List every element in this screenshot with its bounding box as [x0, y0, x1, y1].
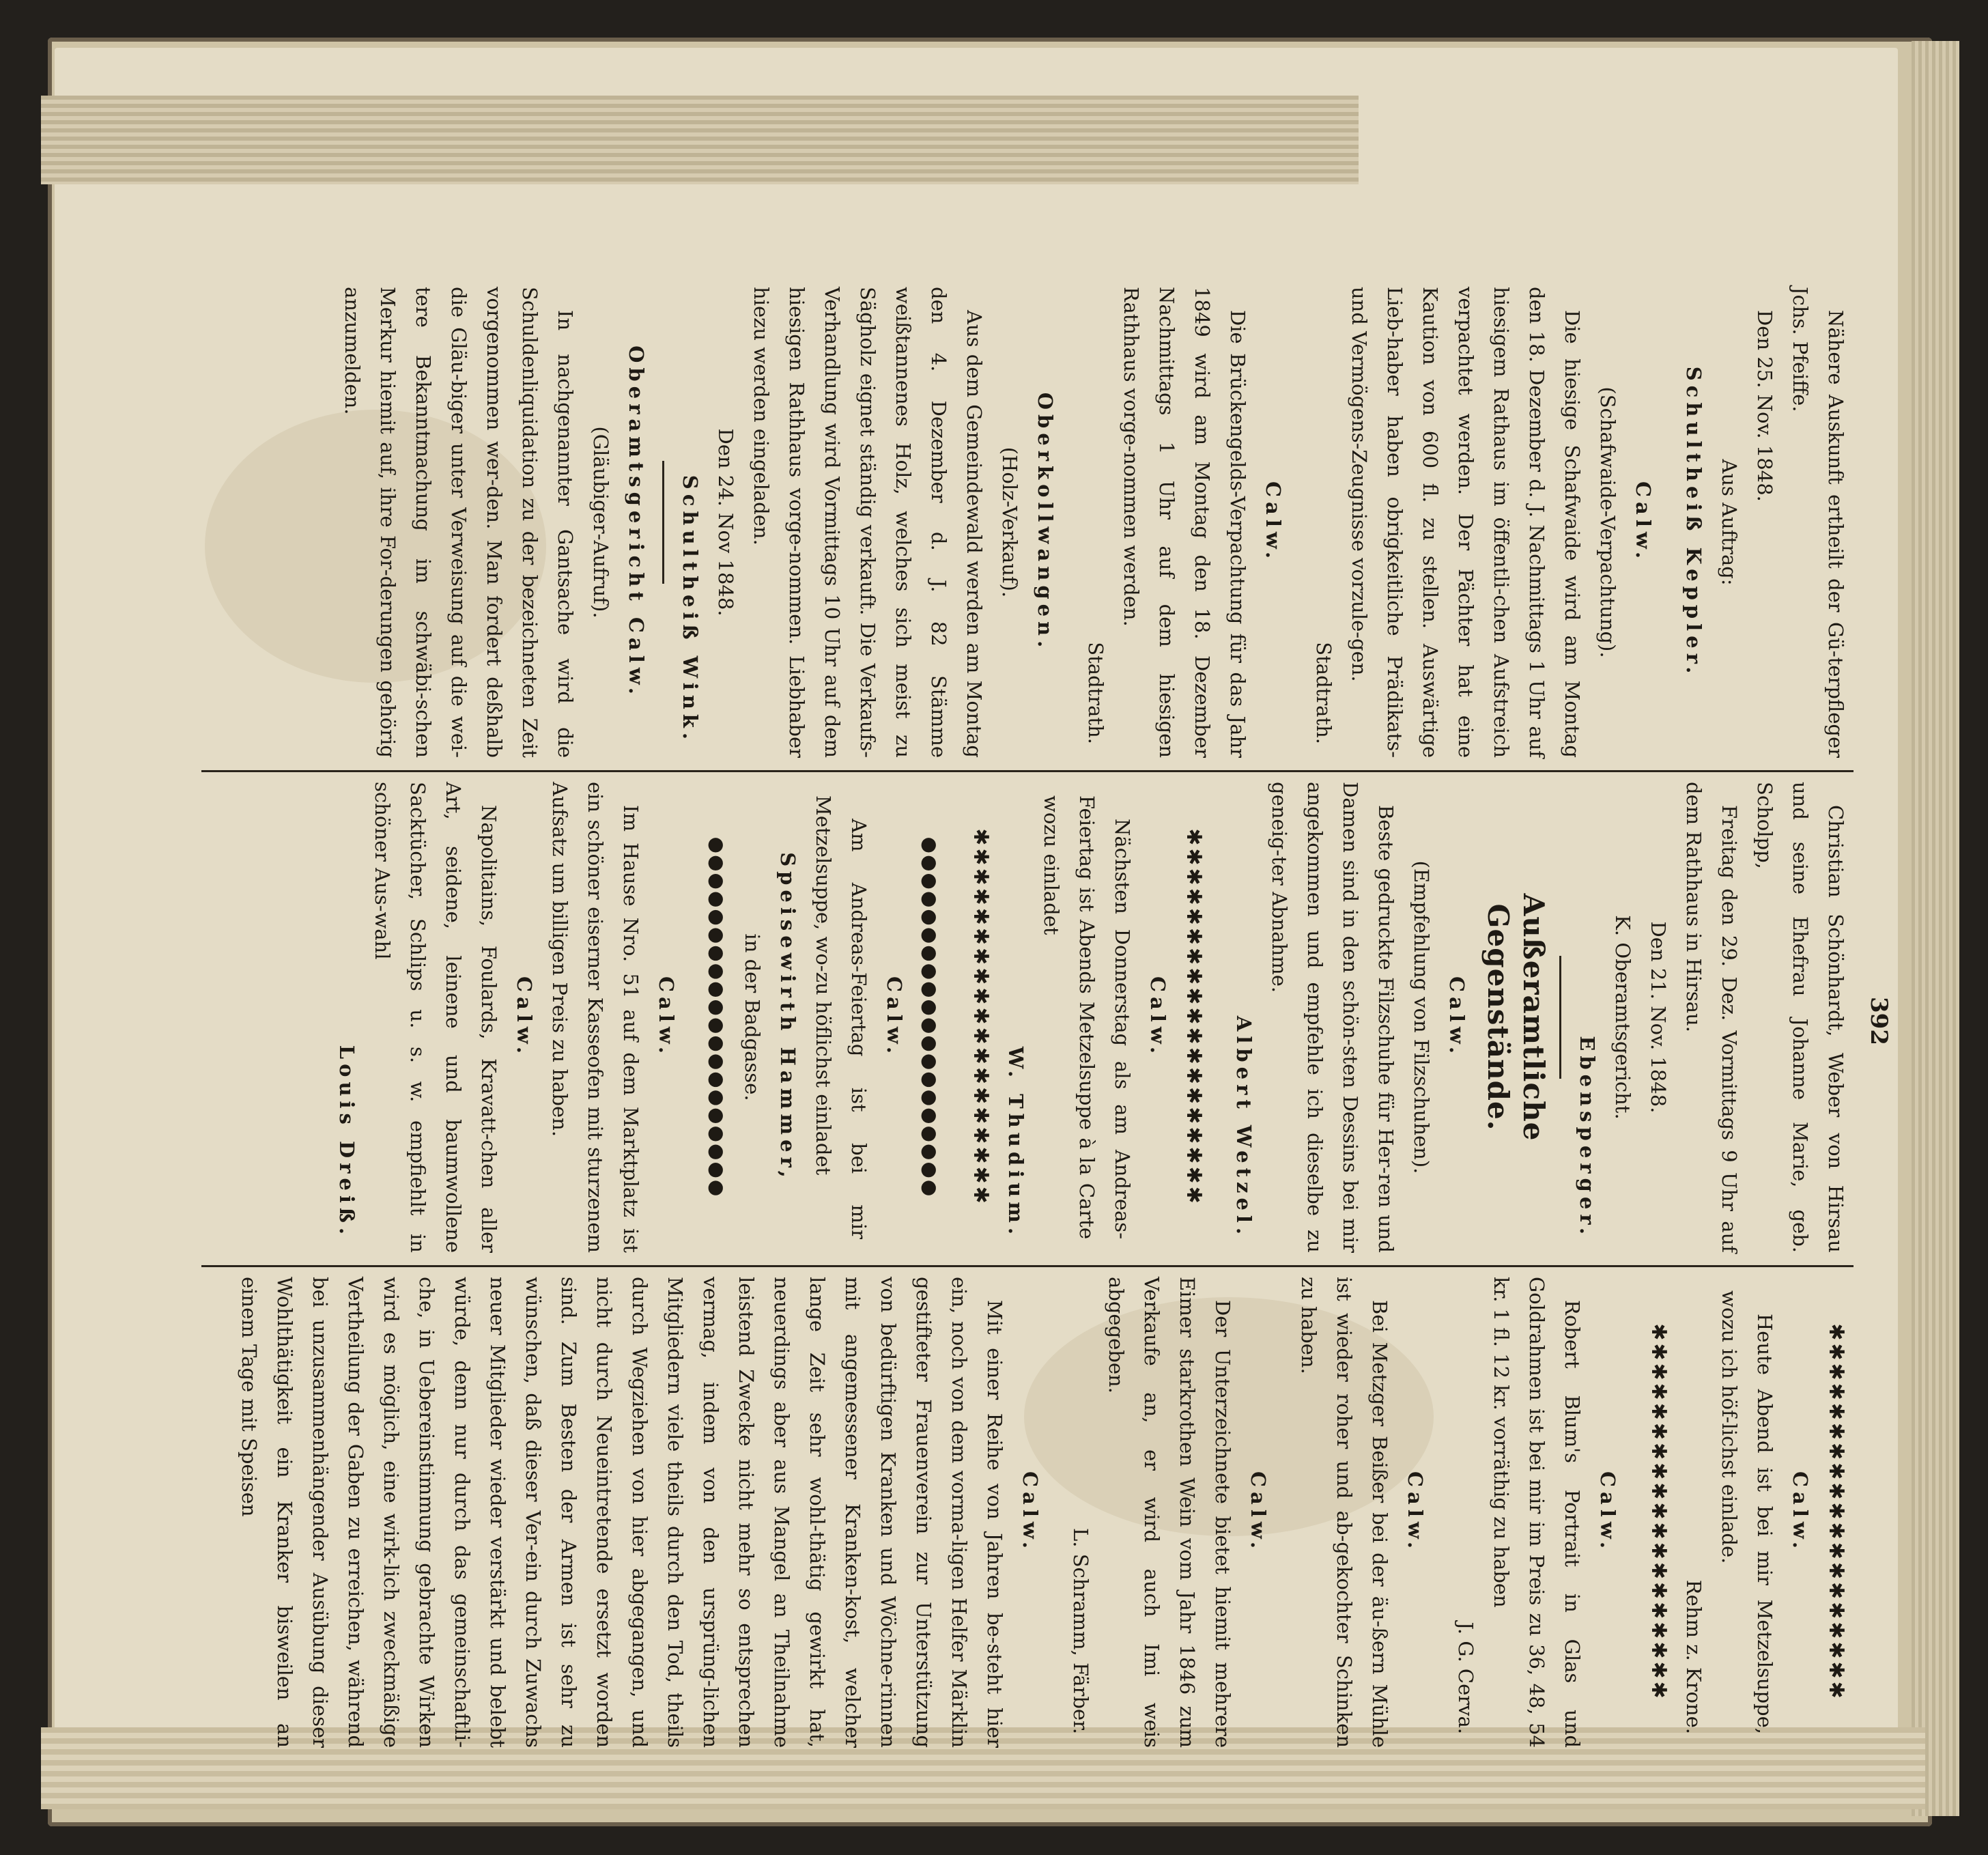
signature: in der Badgasse. [741, 933, 764, 1101]
place-heading: Calw. [883, 976, 906, 1059]
signature: L. Schramm, Färber. [1069, 1528, 1092, 1734]
notice-text: Aus dem Gemeindewald werden am Montag den 4. Dezember d. J. 82 Stämme weißtannenes Holz, welches sich meist zu Sägholz eignet ständig verkauft. Die Verkaufs-Verhandlung wird Vormittags 10 Uhr auf dem hiesigen Rathhaus vorge-nommen. Liebhaber hiezu werden eingeladen. [750, 287, 986, 758]
place-heading: Calw. [1404, 1471, 1427, 1554]
notice-text: Im Hause Nro. 51 auf dem Marktplatz ist ein schöner eiserner Kasseofen mit sturzenem Aufsatz um billigen Preis zu haben. [548, 782, 642, 1253]
section-heading: Außeramtliche Gegenstände. [1481, 893, 1550, 1142]
notice-text: Mit einer Reihe von Jahren be-steht hier ein, noch von dem vorma-ligen Helfer Märklin gestifteter Frauenverein zur Unterstützung von bedürftigen Kranken und Wöchne-rinnen mit angemessener Kranken-kost, welcher lange Zeit sehr wohl-thätig gewirkt hat, neuerdings aber aus Mangel an Theilnahme leistend Zwecke nicht mehr so entsprechen vermag, indem von den ursprüng-lichen Mitgliedern viele theils durch den Tod, theils durch Wegziehen von hier abgegangen, und nicht durch Neueintretende ersetzt worden sind. Zum Besten der Armen ist sehr zu wünschen, daß dieser Ver-ein durch Zuwachs neuer Mitglieder wieder verstärkt und belebt würde, denn nur durch das gemeinschaftli-che, in Uebereinstimmung gebrachte Wirken wird es möglich, eine wirk-lich zweckmäßige Vertheilung der Gaben zu erreichen, während bei unzusammenhängender Ausübung dieser Wohlthätigkeit ein Kranker bisweilen an einem Tage mit Speisen [238, 1277, 1006, 1748]
column-2 [329, 782, 1854, 1253]
divider [662, 461, 664, 584]
notice-text: Der Unterzeichnete bietet hiemit mehrere Eimer starkrothen Wein vom Jahr 1846 zum Verkaufe an, er wird auch Imi weis abgegeben. [1105, 1277, 1234, 1748]
text: Aus Auftrag: [1718, 459, 1741, 586]
dot-border: ●●●●●●●●●●●●●●●●●●●● [919, 836, 941, 1198]
signature: Stadtrath. [1312, 642, 1335, 744]
page-number: 392 [1865, 997, 1892, 1045]
section-heading: Oberamtsgericht Calw. [625, 345, 648, 699]
signature: Schultheiß Wink. [679, 475, 702, 744]
notice-text: Christian Schönhardt, Weber von Hirsau und seine Ehefrau Johanne Marie, geb. Scholpp, [1753, 782, 1847, 1253]
column-rule [201, 1265, 1854, 1267]
place-heading: Calw. [1019, 1471, 1042, 1554]
subheading: (Gläubiger-Aufruf). [589, 426, 612, 619]
notice-text: Die Brückengelds-Verpachtung für das Jahr 1849 wird am Montag den 18. Dezember Nachmittags 1 Uhr auf dem hiesigen Rathhaus vorge-nommen werden. [1120, 287, 1249, 758]
signature: Schultheiß Keppler. [1682, 366, 1705, 679]
signature: Rehm z. Krone. [1682, 1579, 1705, 1734]
place-heading: Calw. [513, 976, 536, 1059]
rotated-page-content [191, 287, 1905, 1761]
signature: J. G. Cerva. [1454, 1622, 1477, 1734]
signature: Ebensperger. [1576, 1036, 1599, 1239]
star-border: ✱✱✱✱✱✱✱✱✱✱✱✱✱✱✱✱✱✱✱ [1647, 1323, 1671, 1701]
star-border: ✱✱✱✱✱✱✱✱✱✱✱✱✱✱✱✱✱✱✱ [969, 828, 993, 1206]
notice-text: Am Andreas-Feiertag ist bei mir Metzelsuppe, wo-zu höflichst einladet [812, 795, 870, 1239]
signature: Speisewirth Hammer, [776, 852, 799, 1183]
notice-text: Die hiesige Schafwaide wird am Montag den 18. Dezember d. J. Nachmittags 1 Uhr auf hiesigem Rathaus im öffentli-chen Aufstreich verpachtet werden. Der Pächter hat eine Kaution von 600 fl. zu stellen. Auswärtige Lieb-haber haben obrigkeitliche Prädikats- und Vermögens-Zeugnisse vorzule-gen. [1348, 287, 1584, 758]
date: Den 24. Nov 1848. [714, 428, 737, 617]
column-rule [201, 770, 1854, 772]
date: Den 21. Nov. 1848. [1647, 921, 1670, 1114]
notice-text: Bei Metzger Beißer bei der äu-ßern Mühle ist wieder roher und ab-gekochter Schinken zu haben. [1297, 1277, 1391, 1748]
text: Nähere Auskunft ertheilt der Gü-terpfleger Jchs. Pfeiffe. [1789, 287, 1847, 758]
notice-text: In nachgenannter Gantsache wird die Schuldenliquidation zu der bezeichneten Zeit vorgenommen wer-den. Man fordert deßhalb die Gläu-biger unter Verweisung auf die wei-tere Bekanntmachung im schwäbi-schen Merkur hiemit auf, ihre For-derungen gehörig anzumelden. [341, 287, 577, 758]
page-edges-top [41, 96, 1359, 184]
place-heading: Calw. [1632, 481, 1655, 564]
notice-text: Napolitains, Foulards, Kravatt-chen aller Art, seidene, leinene und baumwollene Sacktücher, Schlips u. s. w. empfiehlt in schöner Aus-wahl [371, 782, 500, 1253]
notice-text: Nächsten Donnerstag als am Andreas-Feiertag ist Abends Metzelsuppe à la Carte wozu einladet [1040, 795, 1134, 1239]
signature: K. Oberamtsgericht. [1611, 915, 1634, 1120]
place-heading: Calw. [1789, 1471, 1812, 1554]
notice-text: Freitag den 29. Dez. Vormittags 9 Uhr auf dem Rathhaus in Hirsau. [1682, 782, 1741, 1253]
subheading: (Empfehlung von Filzschuhen). [1410, 860, 1433, 1174]
place-heading: Calw. [655, 976, 678, 1059]
place-heading: Calw. [1146, 976, 1169, 1059]
notice-text: Beste gedruckte Filzschuhe für Her-ren und Damen sind in den schön-sten Dessins bei mir angekommen und empfehle ich dieselbe zu geneig-ter Abnahme. [1268, 782, 1397, 1253]
page-edges-right [1912, 41, 1959, 1816]
subheading: (Schafwaide-Verpachtung). [1596, 386, 1619, 658]
column-3 [231, 1277, 1854, 1748]
place-heading: Calw. [1247, 1471, 1270, 1554]
signature: Albert Wetzel. [1232, 1015, 1255, 1239]
place-heading: Oberkollwangen. [1034, 392, 1057, 653]
divider [1559, 956, 1561, 1079]
date: Den 25. Nov. 1848. [1753, 310, 1776, 502]
dot-border: ●●●●●●●●●●●●●●●●●●●● [706, 836, 728, 1198]
subheading: (Holz-Verkauf). [998, 447, 1021, 598]
signature: W. Thudium. [1004, 1046, 1027, 1239]
star-border: ✱✱✱✱✱✱✱✱✱✱✱✱✱✱✱✱✱✱✱ [1182, 828, 1206, 1206]
signature: Stadtrath. [1084, 642, 1107, 744]
star-border: ✱✱✱✱✱✱✱✱✱✱✱✱✱✱✱✱✱✱✱ [1824, 1323, 1848, 1701]
place-heading: Calw. [1596, 1471, 1619, 1554]
signature: Louis Dreiß. [335, 1045, 358, 1239]
notice-text: Heute Abend ist bei mir Metzelsuppe, wozu ich höf-lichst einlade. [1718, 1290, 1776, 1734]
notice-text: Robert Blum's Portrait in Glas und Goldrahmen ist bei mir im Preis zu 36, 48, 54 kr. 1 fl. 12 kr. vorräthig zu haben [1490, 1277, 1584, 1748]
place-heading: Calw. [1262, 481, 1285, 564]
column-1 [335, 287, 1854, 758]
place-heading: Calw. [1445, 976, 1468, 1059]
